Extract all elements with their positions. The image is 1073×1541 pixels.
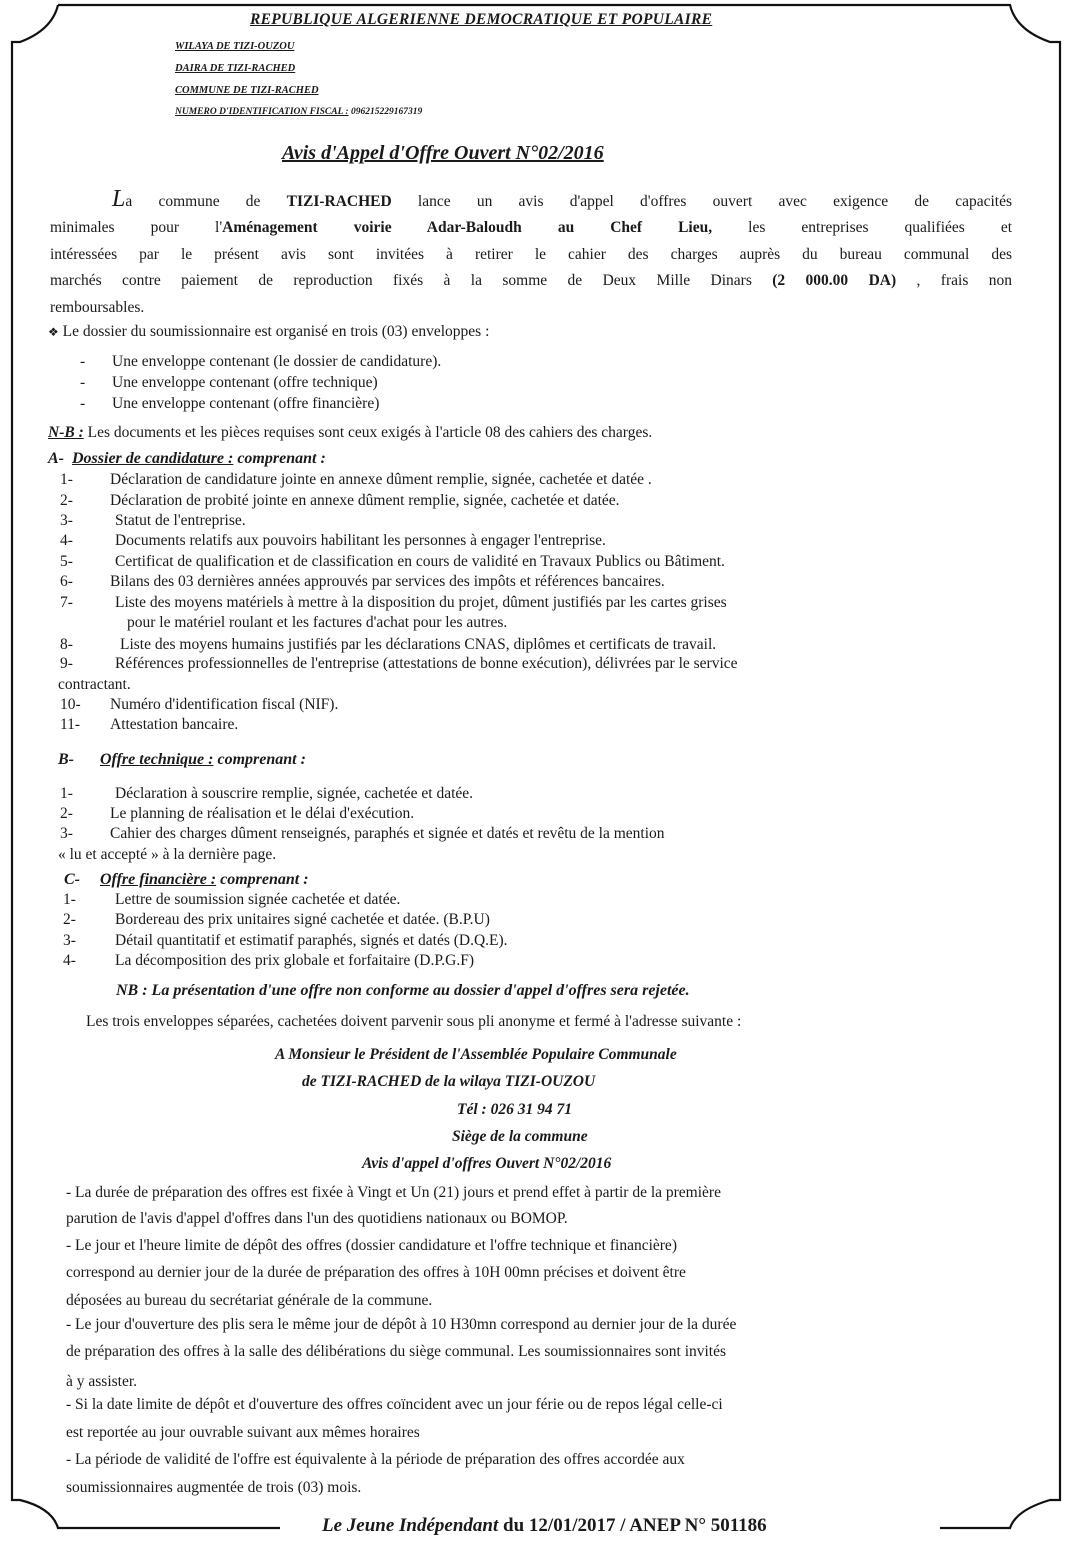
intro-line-1: La commune de TIZI-RACHED lance un avis d'appel d'offres ouvert avec exigence de capacités bbox=[112, 186, 1012, 212]
condition-line: - Le jour et l'heure limite de dépôt des offres (dossier candidature et l'offre technique et financière) bbox=[66, 1237, 677, 1254]
address-phone: Tél : 026 31 94 71 bbox=[457, 1101, 572, 1118]
item-number: 10- bbox=[60, 696, 81, 713]
condition-line: - La durée de préparation des offres est fixée à Vingt et Un (21) jours et prend effet à partir de la première bbox=[66, 1184, 721, 1201]
publication-footer bbox=[322, 1515, 767, 1537]
condition-line: déposées au bureau du secrétariat générale de la commune. bbox=[66, 1292, 433, 1309]
intro-line-2: minimales pour l'Aménagement voirie Adar-Baloudh au Chef Lieu, les entreprises qualifiées et bbox=[50, 219, 1013, 236]
item-text: Références professionnelles de l'entreprise (attestations de bonne exécution), délivrées par le service bbox=[115, 655, 738, 672]
item-number: 7- bbox=[60, 594, 73, 611]
nb-warning: NB : La présentation d'une offre non conforme au dossier d'appel d'offres sera rejetée. bbox=[116, 982, 690, 999]
item-number: 6- bbox=[60, 573, 73, 590]
nif-line bbox=[175, 107, 422, 117]
intro-line-5: remboursables. bbox=[50, 299, 145, 316]
item-number: 1- bbox=[60, 785, 73, 802]
address-line-2: de TIZI-RACHED de la wilaya TIZI-OUZOU bbox=[302, 1073, 596, 1090]
item-text: Le planning de réalisation et le délai d'exécution. bbox=[110, 805, 415, 822]
item-number: 4- bbox=[60, 532, 73, 549]
diamond-bullet-icon: ❖ bbox=[48, 325, 59, 339]
commune-line: COMMUNE DE TIZI-RACHED bbox=[175, 85, 319, 96]
address-line-5: Avis d'appel d'offres Ouvert N°02/2016 bbox=[362, 1155, 612, 1172]
envelope-item: Une enveloppe contenant (le dossier de candidature). bbox=[112, 353, 442, 370]
section-a-heading: A- Dossier de candidature : comprenant : bbox=[48, 450, 326, 467]
condition-line: à y assister. bbox=[66, 1373, 138, 1390]
condition-line: - La période de validité de l'offre est équivalente à la période de préparation des offres accordée aux bbox=[66, 1451, 685, 1468]
publication-date-ref: du 12/01/2017 / ANEP N° 501186 bbox=[498, 1515, 767, 1536]
drop-cap: L bbox=[112, 186, 126, 212]
address-line-1: A Monsieur le Président de l'Assemblée Populaire Communale bbox=[275, 1046, 677, 1063]
item-number: 3- bbox=[60, 825, 73, 842]
item-text: Lettre de soumission signée cachetée et datée. bbox=[115, 891, 401, 908]
item-number: 2- bbox=[60, 805, 73, 822]
dash-icon: - bbox=[80, 395, 86, 412]
item-number: 1- bbox=[63, 891, 76, 908]
republic-heading: REPUBLIQUE ALGERIENNE DEMOCRATIQUE ET POPULAIRE bbox=[250, 11, 713, 28]
notice-title: Avis d'Appel d'Offre Ouvert N°02/2016 bbox=[282, 142, 604, 164]
item-text: Cahier des charges dûment renseignés, paraphés et signée et datés et revêtu de la mention bbox=[110, 825, 665, 842]
envelope-item: Une enveloppe contenant (offre technique) bbox=[112, 374, 378, 391]
item-text-continued: « lu et accepté » à la dernière page. bbox=[58, 846, 277, 863]
intro-line-4: marchés contre paiement de reproduction fixés à la somme de Deux Mille Dinars (2 000.00 DA) , frais non bbox=[50, 272, 1012, 289]
section-c-heading: C- Offre financière : comprenant : bbox=[64, 871, 309, 888]
item-number: 8- bbox=[60, 636, 73, 653]
item-text: Numéro d'identification fiscal (NIF). bbox=[110, 696, 339, 713]
item-text: Bilans des 03 dernières années approuvés par services des impôts et références bancaires. bbox=[110, 573, 665, 590]
intro-line-3: intéressées par le présent avis sont invitées à retirer le cahier des charges auprès du bureau communal des bbox=[50, 246, 1012, 263]
item-number: 3- bbox=[60, 512, 73, 529]
item-number: 2- bbox=[60, 492, 73, 509]
newspaper-name: Le Jeune Indépendant bbox=[322, 1515, 499, 1536]
nb-note: N-B : Les documents et les pièces requises sont ceux exigés à l'article 08 des cahiers des charges. bbox=[48, 424, 653, 441]
dash-icon: - bbox=[80, 374, 86, 391]
item-number: 5- bbox=[60, 553, 73, 570]
address-line-4: Siège de la commune bbox=[452, 1128, 588, 1145]
item-text-continued: contractant. bbox=[58, 676, 131, 693]
envelopes-intro: ❖ Le dossier du soumissionnaire est organisé en trois (03) enveloppes : bbox=[48, 323, 490, 340]
daira-line: DAIRA DE TIZI-RACHED bbox=[175, 63, 296, 74]
item-number: 1- bbox=[60, 471, 73, 488]
item-text: Déclaration à souscrire remplie, signée, cachetée et datée. bbox=[115, 785, 474, 802]
item-text-continued: pour le matériel roulant et les factures d'achat pour les autres. bbox=[127, 614, 508, 631]
item-text: Déclaration de probité jointe en annexe dûment remplie, signée, cachetée et datée. bbox=[110, 492, 620, 509]
item-text: Détail quantitatif et estimatif paraphés, signés et datés (D.Q.E). bbox=[115, 932, 508, 949]
item-text: Liste des moyens humains justifiés par les déclarations CNAS, diplômes et certificats de travail. bbox=[120, 636, 717, 653]
dash-icon: - bbox=[80, 353, 86, 370]
item-number: 3- bbox=[63, 932, 76, 949]
nif-value: 096215229167319 bbox=[350, 107, 423, 117]
item-text: Bordereau des prix unitaires signé cachetée et datée. (B.P.U) bbox=[115, 911, 490, 928]
item-number: 2- bbox=[63, 911, 76, 928]
condition-line: soumissionnaires augmentée de trois (03) mois. bbox=[66, 1479, 362, 1496]
wilaya-line: WILAYA DE TIZI-OUZOU bbox=[175, 41, 295, 52]
item-text: Certificat de qualification et de classification en cours de validité en Travaux Publics ou Bâtiment. bbox=[115, 553, 725, 570]
item-text: Documents relatifs aux pouvoirs habilitant les personnes à engager l'entreprise. bbox=[115, 532, 606, 549]
envelope-item: Une enveloppe contenant (offre financière) bbox=[112, 395, 380, 412]
condition-line: correspond au dernier jour de la durée de préparation des offres à 10H 00mn précises et doivent être bbox=[66, 1264, 686, 1281]
condition-line: - Le jour d'ouverture des plis sera le même jour de dépôt à 10 H30mn correspond au dernier jour de la durée bbox=[66, 1316, 737, 1333]
condition-line: parution de l'avis d'appel d'offres dans l'un des quotidiens nationaux ou BOMOP. bbox=[66, 1210, 568, 1227]
item-number: 9- bbox=[60, 655, 73, 672]
item-text: Attestation bancaire. bbox=[110, 716, 239, 733]
item-text: Statut de l'entreprise. bbox=[115, 512, 246, 529]
condition-line: - Si la date limite de dépôt et d'ouverture des offres coïncident avec un jour férie ou de repos légal celle-ci bbox=[66, 1396, 723, 1413]
condition-line: est reportée au jour ouvrable suivant aux mêmes horaires bbox=[66, 1424, 420, 1441]
item-text: Déclaration de candidature jointe en annexe dûment remplie, signée, cachetée et datée . bbox=[110, 471, 652, 488]
condition-line: de préparation des offres à la salle des délibérations du siège communal. Les soumissionnaires sont invités bbox=[66, 1343, 727, 1360]
item-text: La décomposition des prix globale et forfaitaire (D.P.G.F) bbox=[115, 952, 474, 969]
nif-label: NUMERO D'IDENTIFICATION FISCAL : bbox=[175, 107, 349, 117]
item-number: 11- bbox=[60, 716, 81, 733]
item-text: Liste des moyens matériels à mettre à la disposition du projet, dûment justifiés par les cartes grises bbox=[115, 594, 727, 611]
item-number: 4- bbox=[63, 952, 76, 969]
section-b-heading: B- Offre technique : comprenant : bbox=[58, 751, 306, 768]
envelope-delivery-note: Les trois enveloppes séparées, cachetées doivent parvenir sous pli anonyme et fermé à l'adresse suivante : bbox=[86, 1013, 742, 1030]
